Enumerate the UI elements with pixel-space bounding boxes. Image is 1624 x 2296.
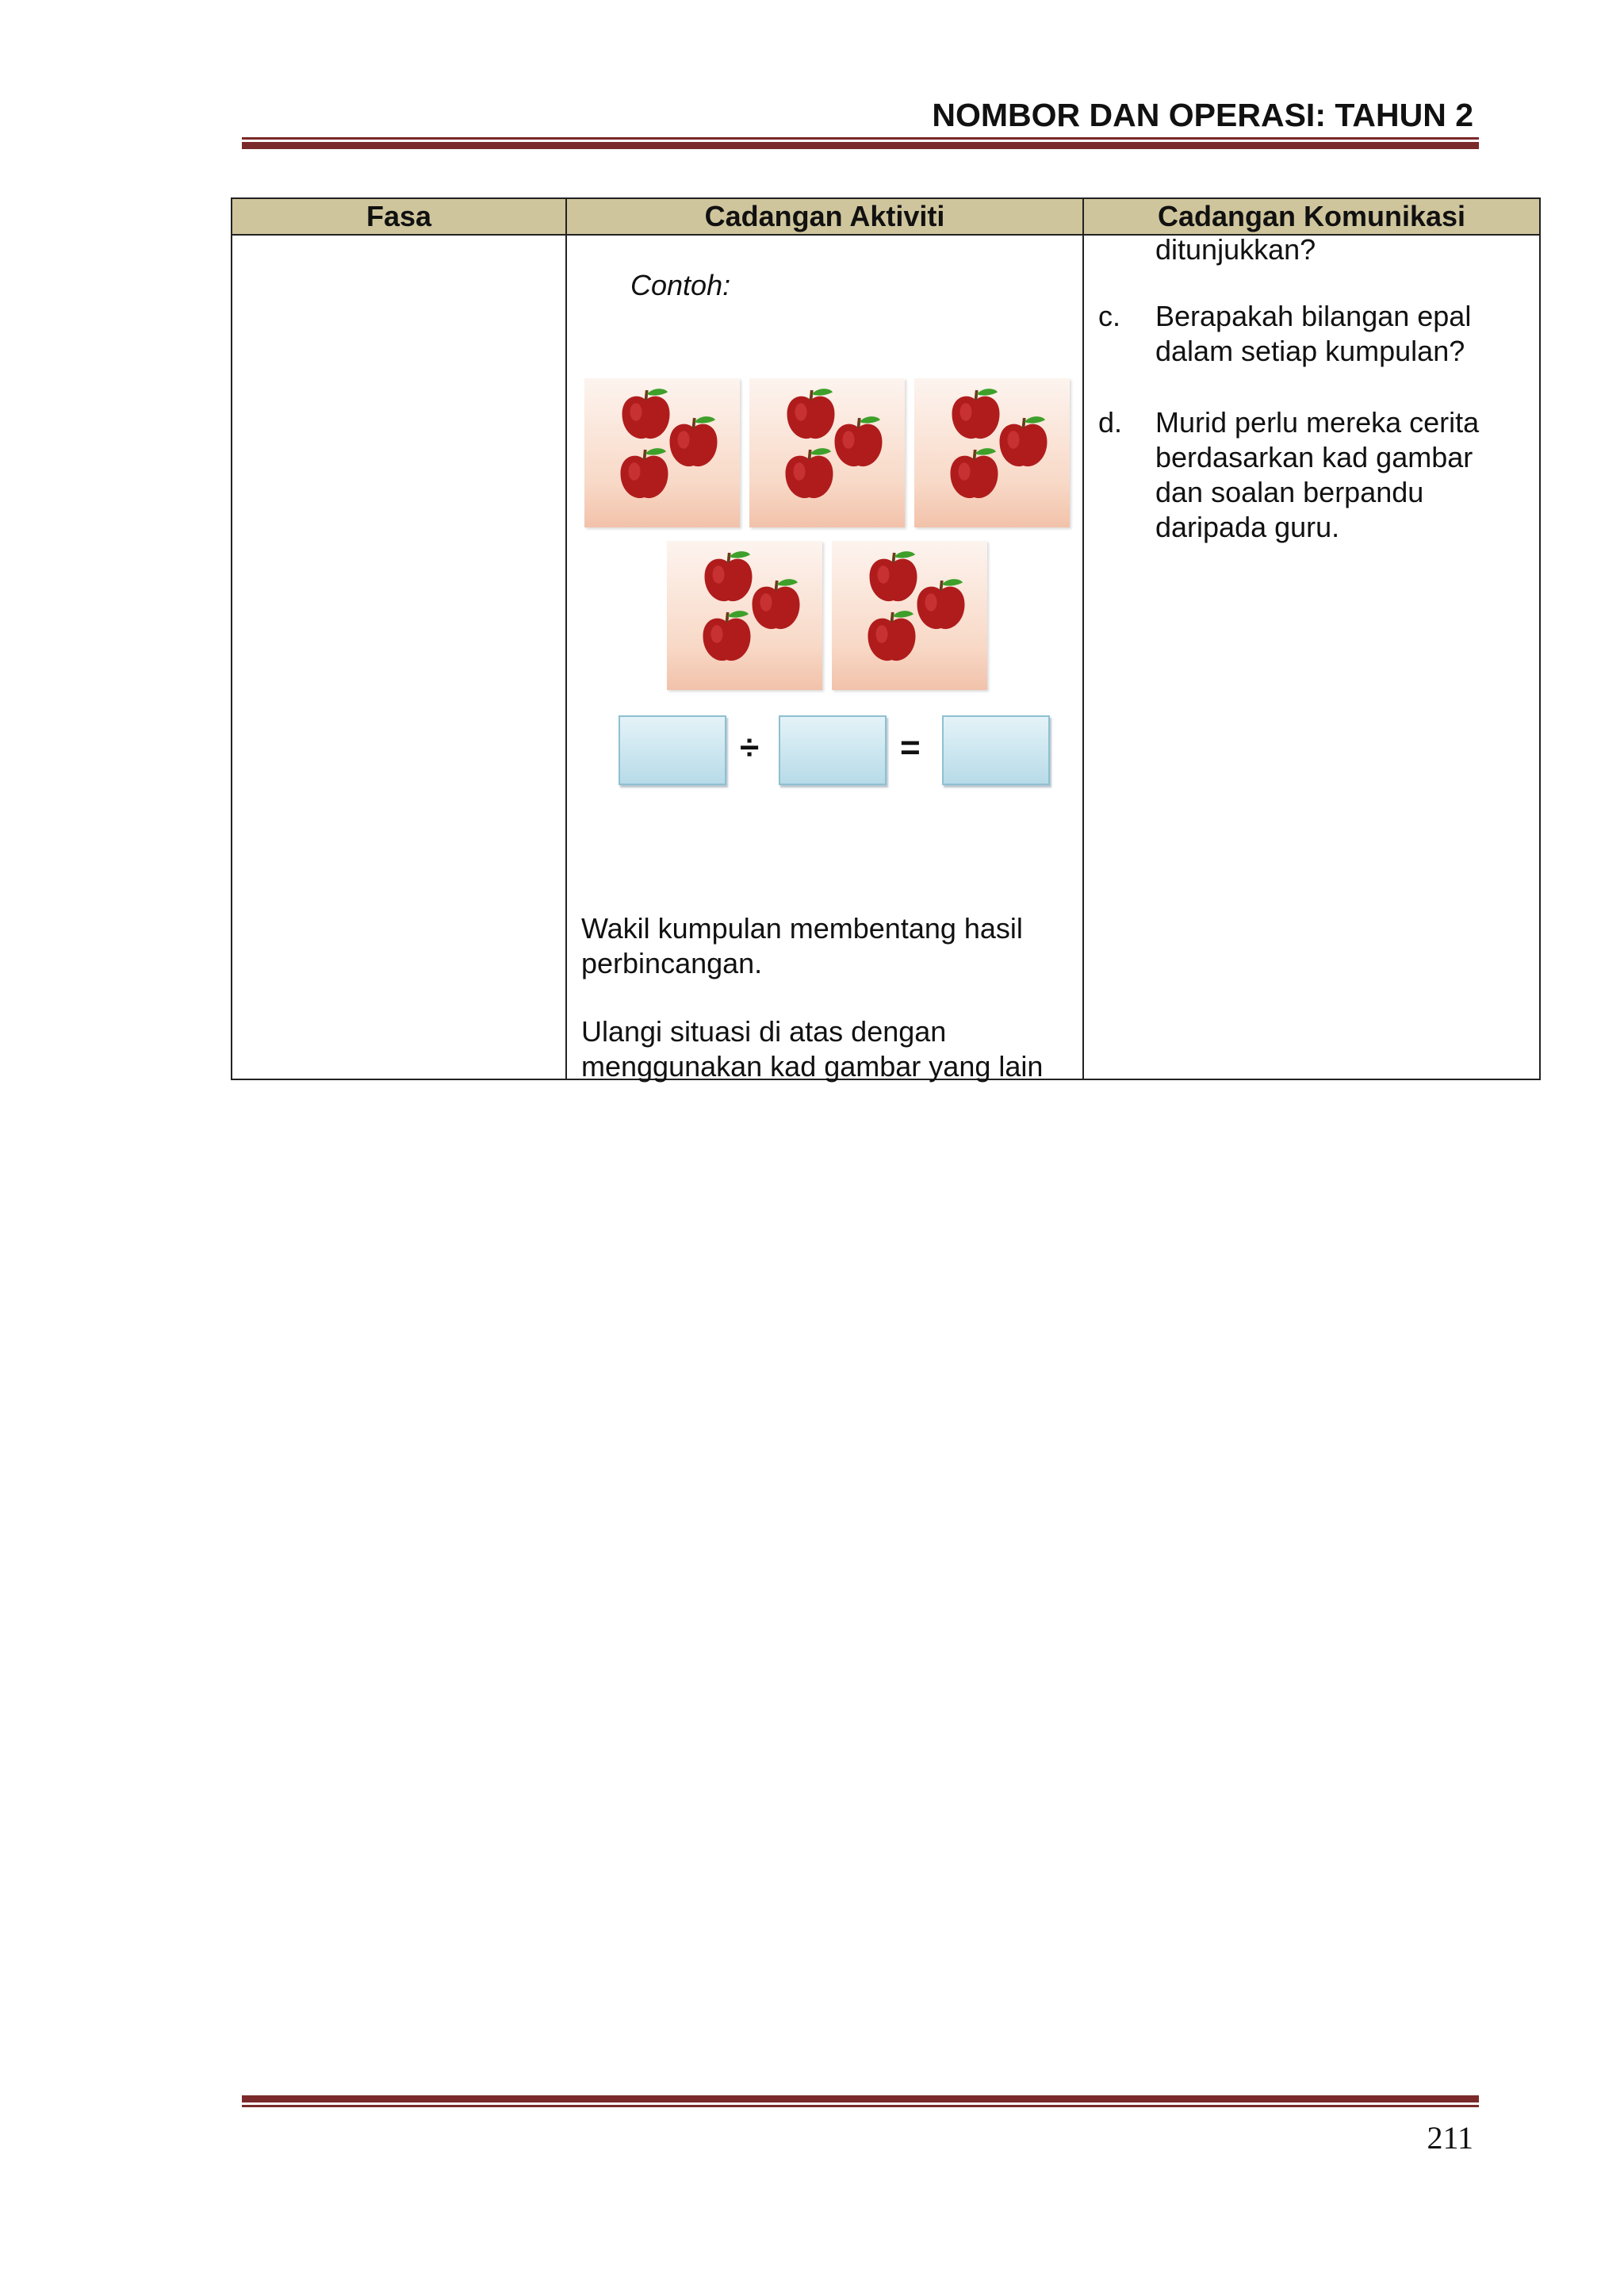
continued-text: ditunjukkan? xyxy=(1155,233,1316,266)
activity-paragraph-2: Ulangi situasi di atas dengan menggunakan kad gambar yang lain xyxy=(581,1015,1044,1083)
list-item-line: dalam setiap kumpulan? xyxy=(1155,335,1465,367)
equals-sign: = xyxy=(900,728,921,767)
quotient-box xyxy=(942,715,1050,785)
page-number: 211 xyxy=(1427,2120,1473,2156)
divide-sign: ÷ xyxy=(740,728,760,767)
activity-table xyxy=(231,197,1541,1083)
list-item-letter: c. xyxy=(1098,300,1121,332)
list-item-line: daripada guru. xyxy=(1155,511,1340,543)
aktiviti-cell xyxy=(566,235,1083,1083)
header-rule xyxy=(242,137,1479,149)
komunikasi-cell xyxy=(1083,235,1540,1079)
table-header-row xyxy=(232,198,1540,235)
list-item-line: Berapakah bilangan epal xyxy=(1155,300,1472,332)
page-header-title: NOMBOR DAN OPERASI: TAHUN 2 xyxy=(932,97,1473,133)
footer-rule xyxy=(242,2095,1479,2107)
list-item-line: Murid perlu mereka cerita xyxy=(1155,406,1480,439)
apple-card xyxy=(914,378,1070,527)
apple-cards xyxy=(584,378,1092,696)
example-label: Contoh: xyxy=(630,269,731,301)
activity-paragraph-1: Wakil kumpulan membentang hasil perbincangan. xyxy=(581,912,1023,979)
column-header-aktiviti: Cadangan Aktiviti xyxy=(566,198,1083,235)
list-item-line: dan soalan berpandu xyxy=(1155,476,1424,508)
dividend-box xyxy=(619,715,726,785)
divisor-box xyxy=(779,715,887,785)
apple-card xyxy=(584,378,740,527)
list-item-line: berdasarkan kad gambar xyxy=(1155,441,1473,473)
list-item-letter: d. xyxy=(1098,406,1123,439)
column-header-komunikasi: Cadangan Komunikasi xyxy=(1083,198,1540,235)
apple-card xyxy=(832,541,987,690)
column-header-fasa: Fasa xyxy=(232,198,566,235)
table-row xyxy=(232,235,1540,1079)
apple-card xyxy=(749,378,905,527)
apple-card xyxy=(667,541,822,690)
division-equation xyxy=(619,715,1063,787)
fasa-cell xyxy=(232,235,566,1079)
